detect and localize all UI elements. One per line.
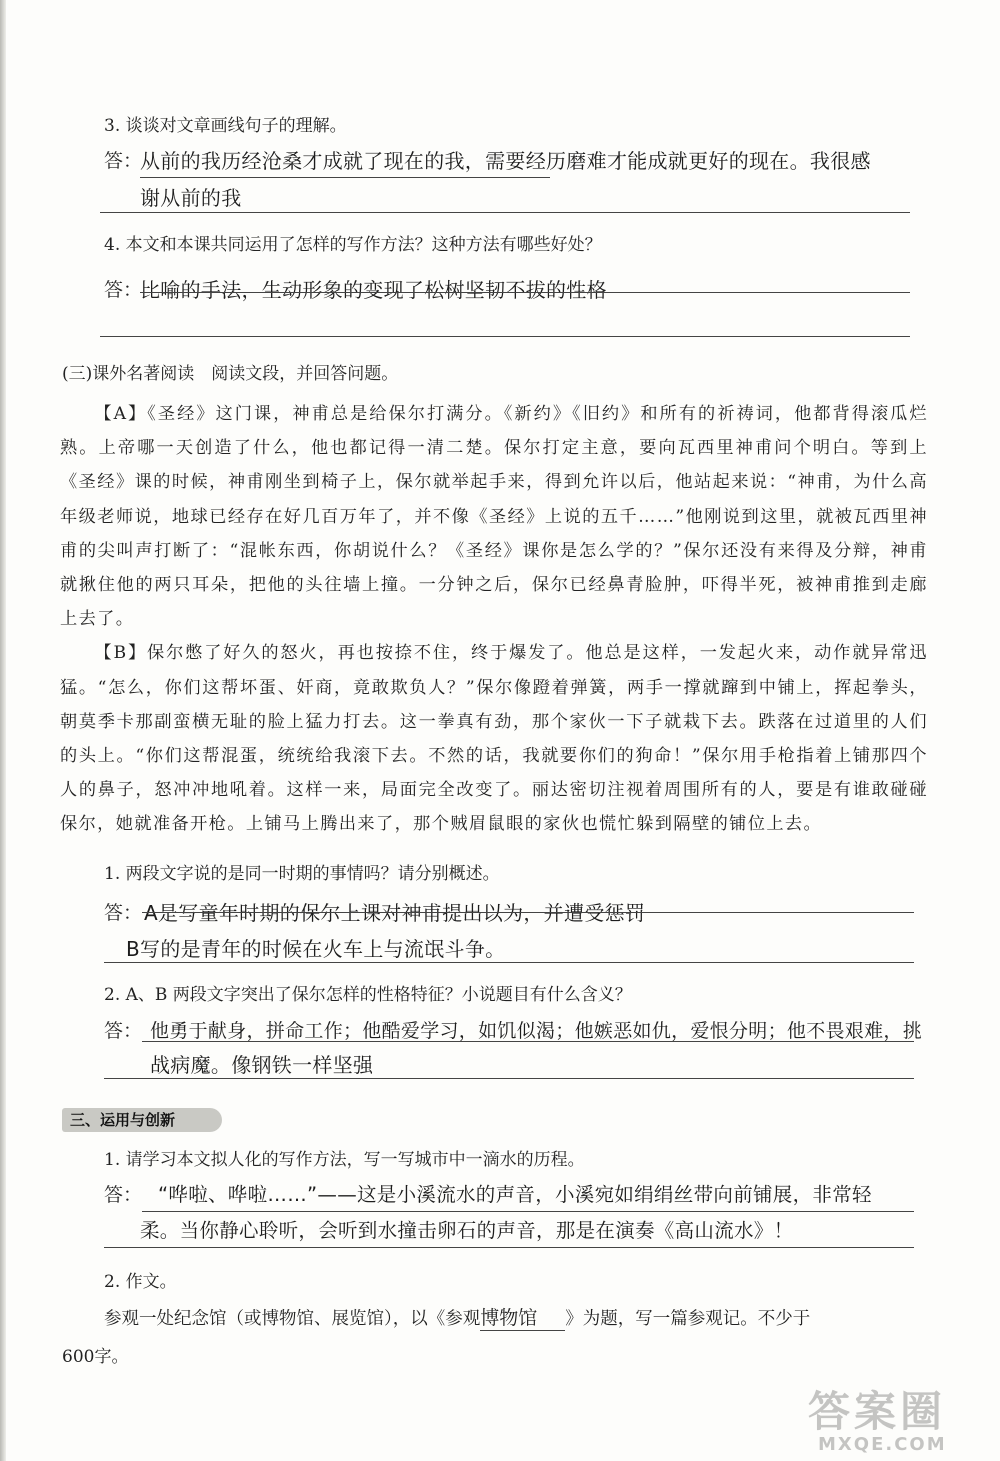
section-heading: (三)课外名著阅读 阅读文段，并回答问题。 [62, 364, 399, 384]
essay-title-blank: 博物馆 [480, 1306, 565, 1331]
answer-underline [140, 177, 550, 178]
answer-underline [104, 962, 914, 963]
answer-underline [104, 1247, 914, 1248]
apply-question-1: 1. 请学习本文拟人化的写作方法，写一写城市中一滴水的历程。 [104, 1150, 585, 1170]
apply-question-2: 2. 作文。 [104, 1272, 177, 1292]
answer-underline [142, 1041, 914, 1042]
sq1-answer-line-1: A是写童年时期的保尔上课对神甫提出以为，并遭受惩罚 [144, 901, 646, 925]
page-edge-shadow [0, 0, 6, 1461]
answer-label: 答： [104, 279, 143, 301]
question-3: 3. 谈谈对文章画线句子的理解。 [104, 116, 347, 136]
apply-answer-line-1: “哗啦、哗啦……”——这是小溪流水的声音，小溪宛如绢绢丝带向前铺展，非常轻 [158, 1183, 872, 1206]
sub-question-2: 2. A、B 两段文字突出了保尔怎样的性格特征？小说题目有什么含义？ [104, 985, 632, 1005]
watermark-url: MXQE.COM [818, 1434, 947, 1455]
answer-label: 答： [104, 1184, 143, 1206]
passage-a: 【A】《圣经》这门课，神甫总是给保尔打满分。《新约》《旧约》和所有的祈祷词，他都背得滚瓜烂熟。上帝哪一天创造了什么，他也都记得一清二楚。保尔打定主意，要向瓦西里神甫问个明白。等到上《圣经》课的时候，神甫刚坐到椅子上，保尔就举起手来，得到允许以后，他站起来说：“神甫，为什么高年级老师说，地球已经存在好几百万年了，并不像《圣经》上说的五千……”他刚说到这里，就被瓦西里神甫的尖叫声打断了：“混帐东西，你胡说什么？《圣经》课你是怎么学的？”保尔还没有来得及分辩，神甫就揪住他的两只耳朵，把他的头往墙上撞。一分钟之后，保尔已经鼻青脸肿，吓得半死，被神甫推到走廊上去了。 [60, 404, 928, 630]
answer-underline [100, 336, 910, 337]
apply-answer-line-2: 柔。当你静心聆听，会听到水撞击卵石的声音，那是在演奏《高山流水》！ [140, 1219, 794, 1242]
watermark-logo [808, 1387, 998, 1458]
section-badge: 三、运用与创新 [62, 1108, 222, 1132]
reading-passage [60, 397, 928, 842]
answer-3-line-1: 从前的我历经沧桑才成就了现在的我，需要经历磨难才能成就更好的现在。我很感 [140, 149, 871, 173]
passage-b: 【B】保尔憋了好久的怒火，再也按捺不住，终于爆发了。他总是这样，一发起火来，动作就异常迅猛。“怎么，你们这帮坏蛋、奸商，竟敢欺负人？”保尔像蹬着弹簧，两手一撑就蹿到中铺上，挥起拳头，朝莫季卡那副蛮横无耻的脸上猛力打去。这一拳真有劲，那个家伙一下子就栽下去。跌落在过道里的人们的头上。“你们这帮混蛋，统统给我滚下去。不然的话，我就要你们的狗命！”保尔用手枪指着上铺那四个人的鼻子，怒冲冲地吼着。这样一来，局面完全改变了。丽达密切注视着周围所有的人，要是有谁敢碰碰保尔，她就准备开枪。上铺马上腾出来了，那个贼眉鼠眼的家伙也慌忙躲到隔壁的铺位上去。 [60, 643, 928, 835]
essay-prompt-before: 参观一处纪念馆（或博物馆、展览馆），以《参观 [104, 1309, 481, 1329]
answer-underline [104, 1078, 914, 1079]
answer-underline [142, 912, 914, 913]
answer-3-line-2: 谢从前的我 [140, 186, 242, 210]
answer-underline [100, 212, 910, 213]
answer-underline [140, 292, 910, 293]
question-4: 4. 本文和本课共同运用了怎样的写作方法？这种方法有哪些好处？ [104, 235, 602, 255]
answer-underline [142, 1211, 914, 1212]
answer-4-line-1: 比喻的手法，生动形象的变现了松树坚韧不拔的性格 [140, 278, 607, 302]
sub-question-1: 1. 两段文字说的是同一时期的事情吗？请分别概述。 [104, 864, 500, 884]
answer-label: 答： [104, 902, 143, 924]
essay-prompt-after: 》为题，写一篇参观记。不少于 [565, 1309, 811, 1329]
answer-label: 答： [104, 150, 143, 172]
answer-label: 答： [104, 1020, 143, 1042]
watermark-text: 答案圈 [808, 1387, 947, 1436]
sq2-answer-line-1: 他勇于献身，拼命工作；他酷爱学习，如饥似渴；他嫉恶如仇，爱恨分明；他不畏艰难，挑 [150, 1020, 923, 1042]
sq1-answer-line-2: B写的是青年的时候在火车上与流氓斗争。 [126, 937, 506, 961]
sq2-answer-line-2: 战病魔。像钢铁一样坚强 [150, 1053, 374, 1077]
essay-prompt-end: 600字。 [62, 1347, 129, 1367]
essay-prompt [104, 1306, 810, 1331]
